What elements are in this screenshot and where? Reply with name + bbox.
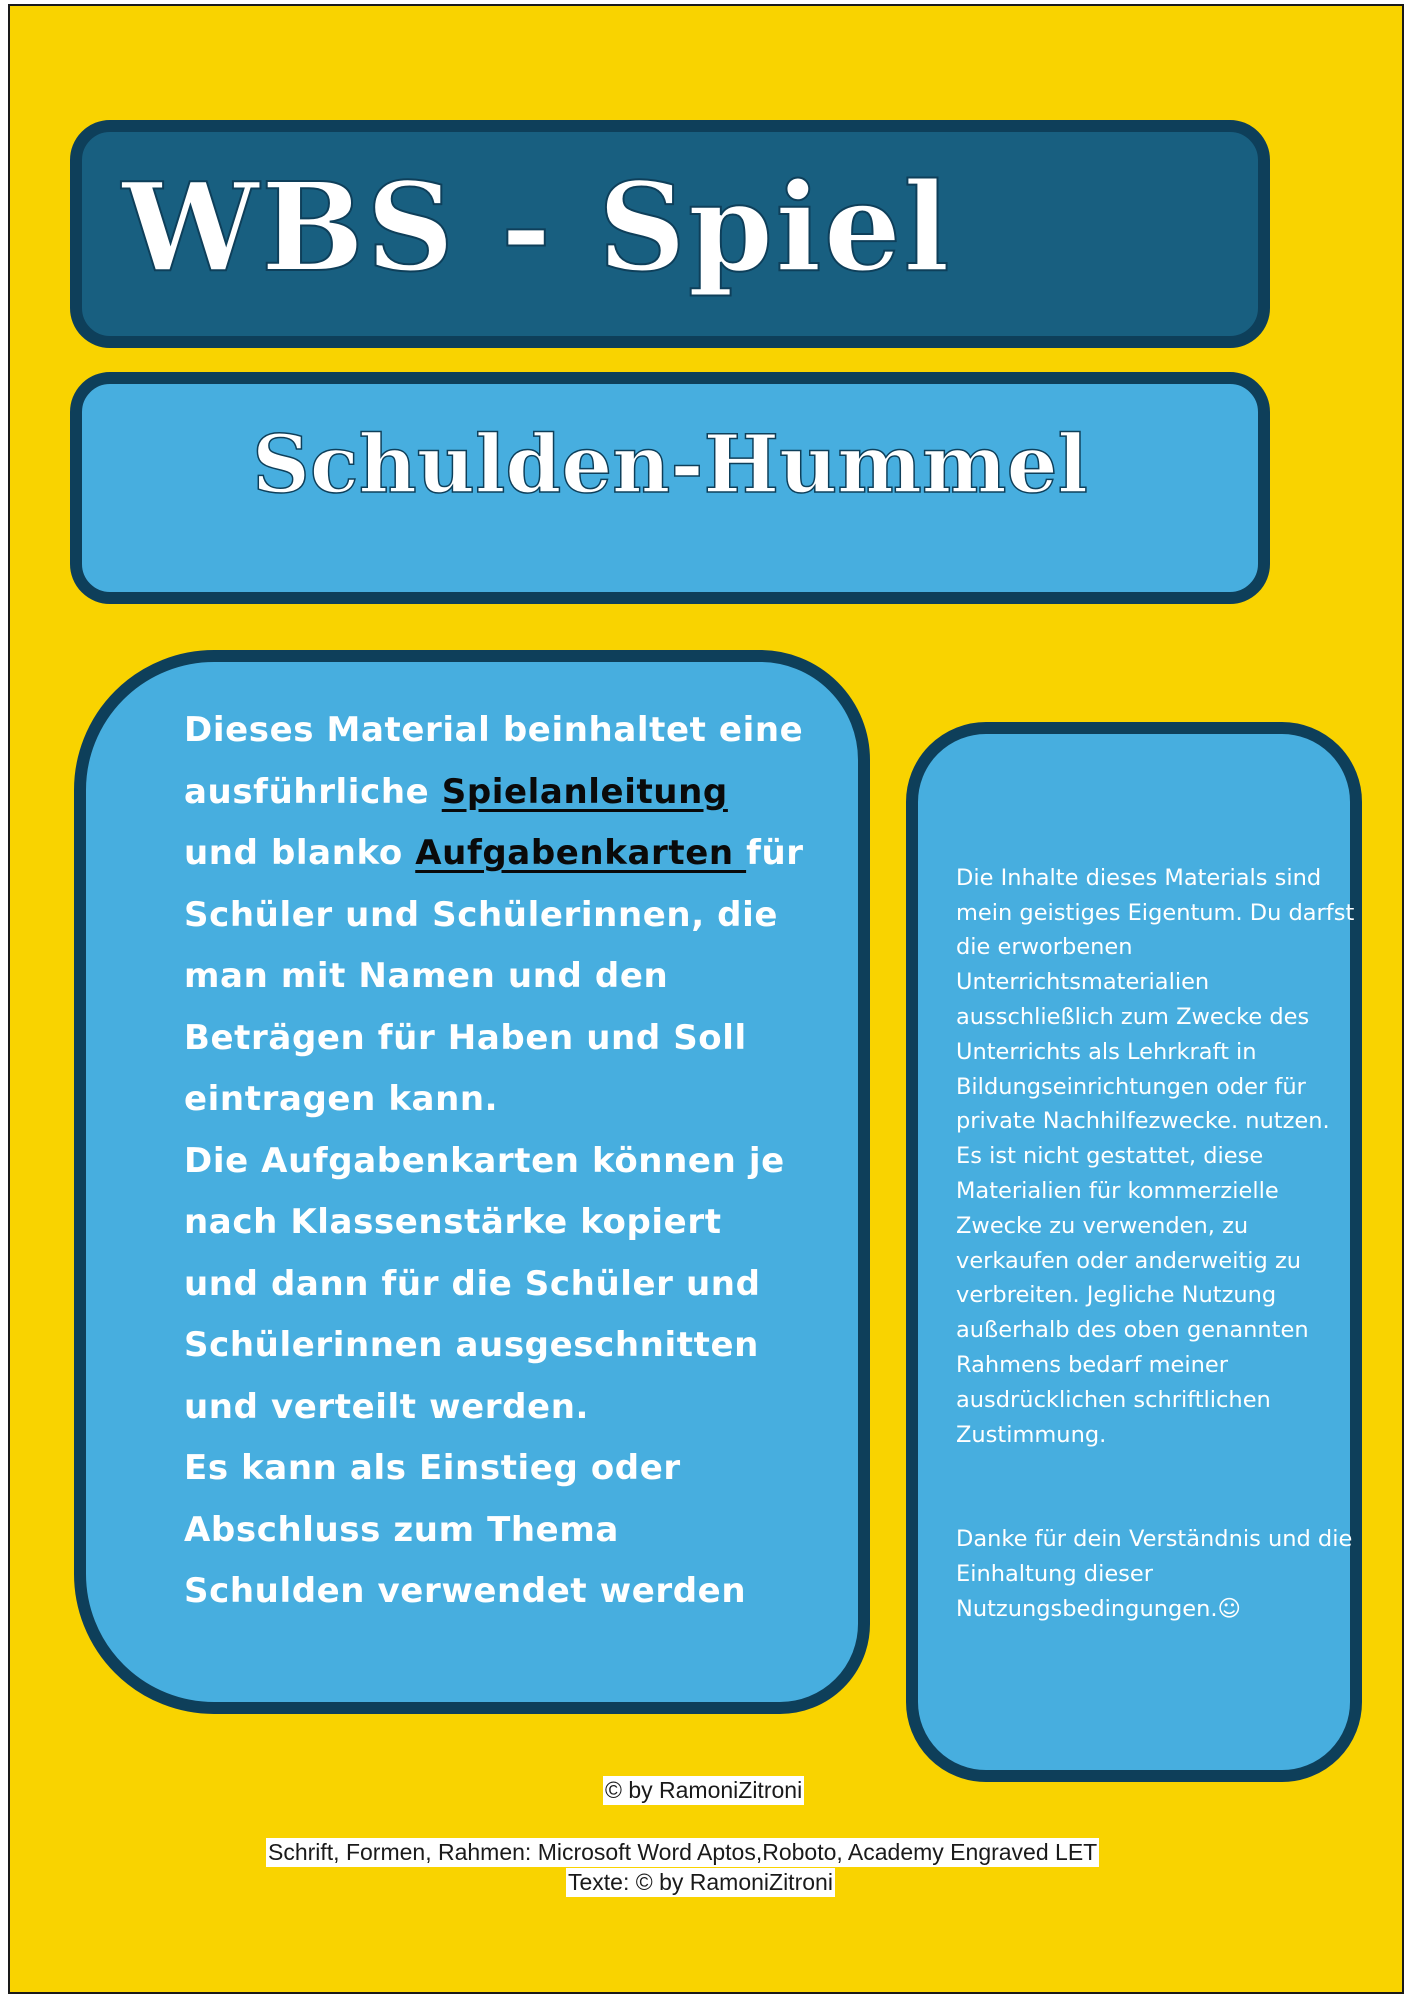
thanks-paragraph: Danke für dein Verständnis und die Einhaltung dieser Nutzungsbedingungen.☺ (956, 1525, 1353, 1622)
page-title: WBS - Spiel (122, 155, 952, 299)
bullet-text-after: für Schüler und Schülerinnen, die man mit Namen und den Beträgen für Haben und Soll eintragen kann. (184, 833, 804, 1119)
bullet-text: Die Aufgabenkarten können je nach Klassenstärke kopiert und dann für die Schüler und Schülerinnen ausgeschnitten und verteilt werden. (184, 1140, 785, 1427)
bullet-text: Es kann als Einstieg oder Abschluss zum Thema Schulden verwendet werden (184, 1448, 747, 1611)
description-panel (74, 650, 870, 1714)
list-item (184, 1131, 804, 1439)
bullet-text-middle: und blanko (184, 833, 416, 873)
list-item (184, 700, 804, 1131)
page-subtitle: Schulden-Hummel (252, 417, 1088, 511)
poster-page (8, 4, 1404, 1994)
terms-text (956, 826, 1356, 1696)
copyright-notice: © by RamoniZitroni (605, 1777, 803, 1803)
description-list (184, 700, 804, 1668)
title-banner (70, 120, 1270, 348)
term-aufgabenkarten: Aufgabenkarten (415, 833, 747, 873)
terms-paragraph: Die Inhalte dieses Materials sind mein geistiges Eigentum. Du darfst die erworbenen Unterrichtsmaterialien ausschließlich zum Zwecke des Unterrichts als Lehrkraft in Bildungseinrichtungen oder für private Nachhilfezwecke. nutzen. Es ist nicht gestattet, diese Materialien für kommerzielle Zwecke zu verwenden, zu verkaufen oder anderweitig zu verbreiten. Jegliche Nutzung außerhalb des oben genannten Rahmens bedarf meiner ausdrücklichen schriftlichen Zustimmung. (956, 864, 1355, 1448)
bullet-text-before: Dieses Material beinhaltet eine ausführliche (184, 710, 804, 812)
fonts-credit: Schrift, Formen, Rahmen: Microsoft Word Aptos,Roboto, Academy Engraved LET (268, 1839, 1098, 1865)
subtitle-banner (70, 372, 1270, 604)
terms-panel (906, 722, 1362, 1782)
list-item (184, 1438, 804, 1623)
texts-credit: Texte: © by RamoniZitroni (568, 1869, 833, 1895)
term-spielanleitung: Spielanleitung (441, 771, 728, 812)
